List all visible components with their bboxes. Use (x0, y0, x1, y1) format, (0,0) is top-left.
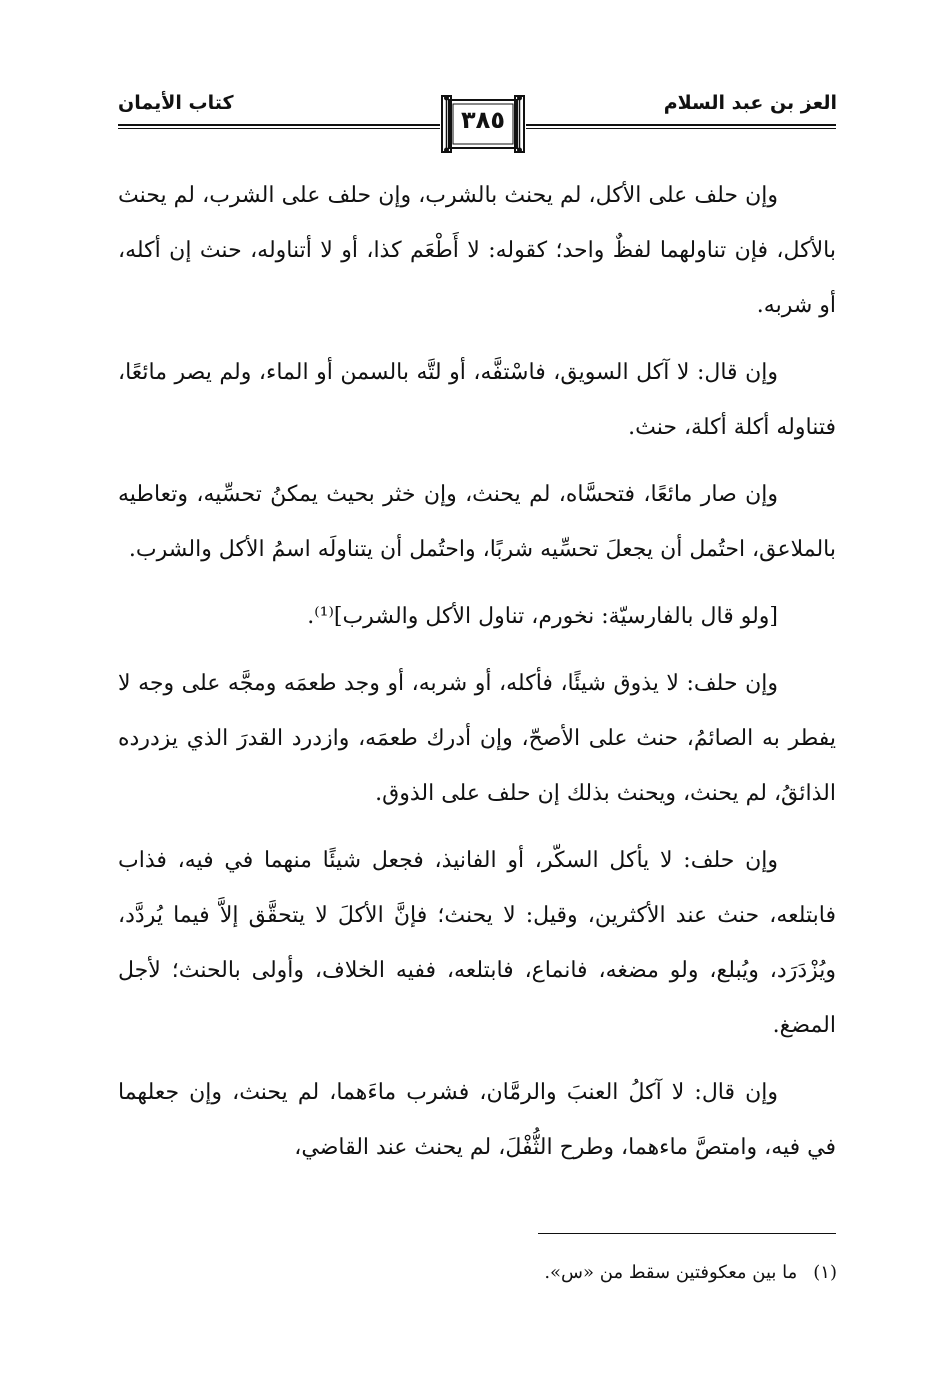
main-text (118, 168, 836, 1187)
paragraph: وإن قال: لا آكل السويق، فاسْتفَّه، أو لتَّه بالسمن أو الماء، ولم يصر مائعًا، فتناوله أكلة أكلة، حنث. (118, 360, 836, 440)
page-number: ٣٨٥ (461, 106, 505, 134)
paragraph: وإن حلف على الأكل، لم يحنث بالشرب، وإن حلف على الشرب، لم يحنث بالأكل، فإن تناولهما لفظٌ واحد؛ كقوله: لا أَطْعَم كذا، أو لا أتناوله، حنث إن أكله، أو شربه. (118, 183, 836, 318)
running-header-title: كتاب الأيمان (118, 92, 234, 114)
footnote (544, 1262, 837, 1283)
paragraph: وإن قال: لا آكلُ العنبَ والرمَّان، فشرب ماءَهما، لم يحنث، وإن جعلهما في فيه، وامتصَّ ماءهما، وطرح الثُّفْلَ، لم يحنث عند القاضي، (118, 1080, 836, 1160)
header-rule-right (526, 124, 836, 126)
paragraph: [ولو قال بالفارسيّة: نخورم، تناول الأكل والشرب]⁽¹⁾. (307, 604, 778, 629)
header-rule-left-thin (118, 128, 440, 129)
running-header-author: العز بن عبد السلام (663, 92, 837, 114)
page-number-frame (440, 94, 526, 154)
footnote-separator (538, 1233, 836, 1234)
footnote-number: (١) (813, 1262, 837, 1283)
footnote-text: ما بين معكوفتين سقط من «س». (544, 1262, 798, 1283)
header-rule-right-thin (526, 128, 836, 129)
paragraph: وإن حلف: لا يأكل السكّر، أو الفانيذ، فجعل شيئًا منهما في فيه، فذاب فابتلعه، حنث عند الأكثرين، وقيل: لا يحنث؛ فإنَّ الأكلَ لا يتحقَّق إلاَّ فيما يُردَّد، ويُزْدَرَد، ويُبلع، ولو مضغه، فانماع، فابتلعه، ففيه الخلاف، وأولى بالحنث؛ لأجل المضغ. (118, 848, 836, 1038)
header-rule-left (118, 124, 440, 126)
paragraph: وإن حلف: لا يذوق شيئًا، فأكله، أو شربه، أو وجد طعمَه ومجَّه على وجه لا يفطر به الصائمُ، حنث على الأصحّ، وإن أدرك طعمَه، وازدرد القدرَ الذي يزدرده الذائقُ، لم يحنث، ويحنث بذلك إن حلف على الذوق. (118, 671, 836, 806)
paragraph: وإن صار مائعًا، فتحسَّاه، لم يحنث، وإن خثر بحيث يمكنُ تحسِّيه، وتعاطيه بالملاعق، احتُمل أن يجعلَ تحسِّيه شربًا، واحتُمل أن يتناولَه اسمُ الأكل والشرب. (118, 482, 836, 562)
